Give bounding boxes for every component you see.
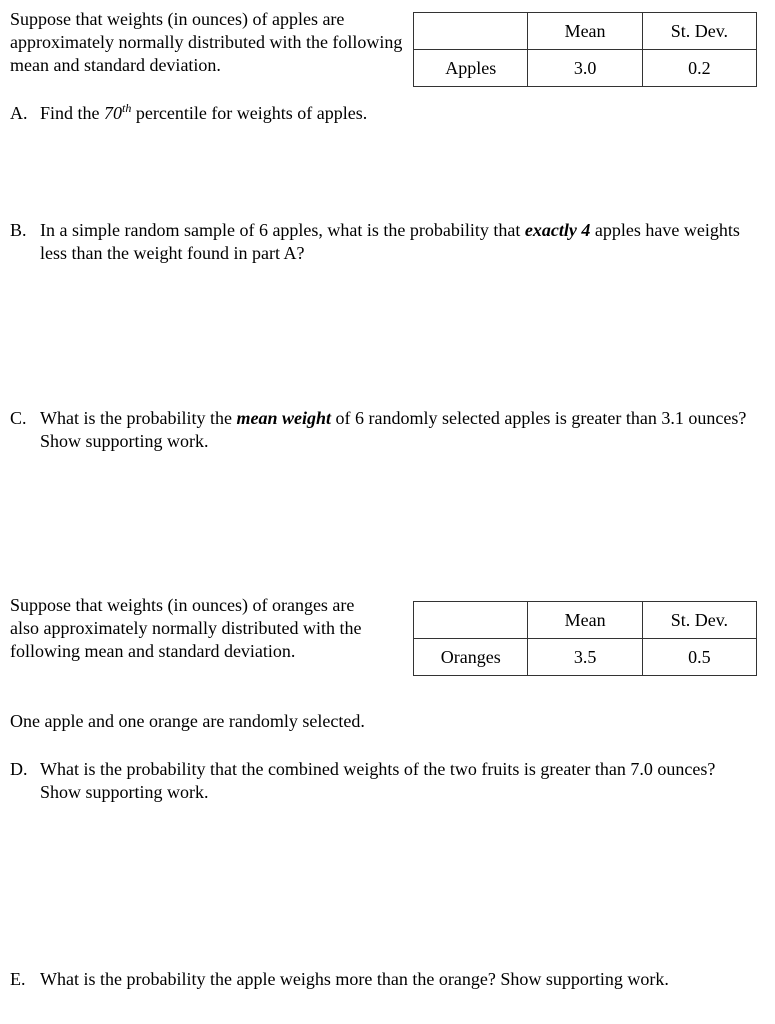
table-header-row [414,13,757,50]
apples-stats-table [413,12,757,87]
apples-intro-text: Suppose that weights (in ounces) of apples are approximately normally distributed with the following mean and standard deviation. [10,9,403,75]
question-a-label: A. [10,103,28,123]
question-b-pre: In a simple random sample of 6 apples, what is the probability that [40,220,525,240]
header-blank-cell [414,602,528,639]
header-mean-cell: Mean [528,13,642,50]
row-label-cell: Oranges [414,639,528,676]
question-a-num: 70 [104,103,123,123]
question-e-text: What is the probability the apple weighs more than the orange? Show supporting work. [40,969,669,989]
apples-intro [10,8,405,77]
header-mean-cell: Mean [528,602,642,639]
question-a [10,102,755,125]
question-a-post: percentile for weights of apples. [131,103,368,123]
oranges-stats-table [413,601,757,676]
oranges-intro [10,594,380,663]
mean-cell: 3.0 [528,50,642,87]
row-label-cell: Apples [414,50,528,87]
question-a-pre: Find the [40,103,105,123]
header-sd-cell: St. Dev. [642,13,756,50]
question-b-emphasis: exactly 4 [524,220,591,240]
oranges-intro-text: Suppose that weights (in ounces) of oranges are also approximately normally distributed with the following mean and standard deviation. [10,595,362,661]
question-c-post: of 6 randomly selected apples is greater than 3.1 ounces? Show supporting work. [40,408,747,451]
question-e [10,968,770,991]
question-b [10,219,755,265]
header-blank-cell [414,13,528,50]
question-b-post: apples have weights less than the weight found in part A? [40,220,740,263]
question-a-sup: th [122,101,132,115]
question-b-label: B. [10,220,27,240]
sd-cell: 0.5 [642,639,756,676]
question-c-pre: What is the probability the [40,408,237,428]
header-sd-cell: St. Dev. [642,602,756,639]
question-e-label: E. [10,969,26,989]
combined-intro: One apple and one orange are randomly selected. [10,711,365,731]
sd-cell: 0.2 [642,50,756,87]
question-c-emphasis: mean weight [236,408,331,428]
question-c-label: C. [10,408,27,428]
table-row [414,50,757,87]
question-c [10,407,755,453]
question-d [10,758,755,804]
mean-cell: 3.5 [528,639,642,676]
question-d-text: What is the probability that the combined weights of the two fruits is greater than 7.0 ounces? Show supporting work. [40,759,716,802]
question-d-label: D. [10,759,28,779]
table-row [414,639,757,676]
table-header-row [414,602,757,639]
